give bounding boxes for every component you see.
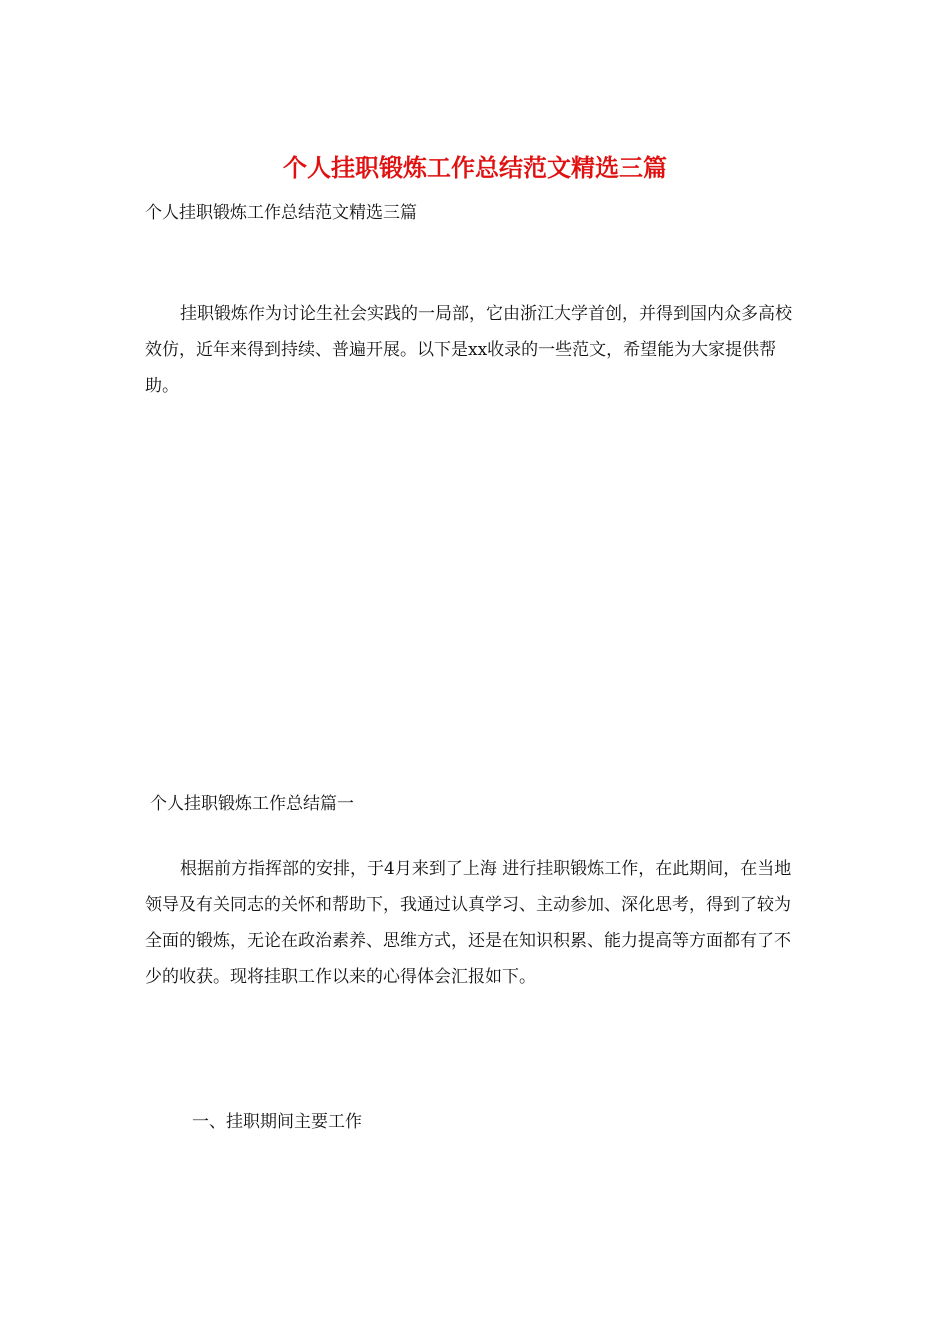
intro-paragraph: 挂职锻炼作为讨论生社会实践的一局部，它由浙江大学首创，并得到国内众多高校效仿，近年来得到持续、普遍开展。以下是xx收录的一些范文，希望能为大家提供帮助。 bbox=[145, 304, 792, 396]
document-subtitle: 个人挂职锻炼工作总结范文精选三篇 bbox=[145, 203, 417, 223]
section-heading: 一、挂职期间主要工作 bbox=[192, 1112, 362, 1132]
document-title: 个人挂职锻炼工作总结范文精选三篇 bbox=[283, 153, 667, 182]
body-paragraph: 根据前方指挥部的安排，于4月来到了上海 进行挂职锻炼工作，在此期间，在当地领导及有关同志的关怀和帮助下，我通过认真学习、主动参加、深化思考，得到了较为全面的锻炼，无论在政治素养、思维方式，还是在知识积累、能力提高等方面都有了不少的收获。现将挂职工作以来的心得体会汇报如下。 bbox=[145, 859, 792, 987]
section-title: 个人挂职锻炼工作总结篇一 bbox=[150, 794, 354, 814]
